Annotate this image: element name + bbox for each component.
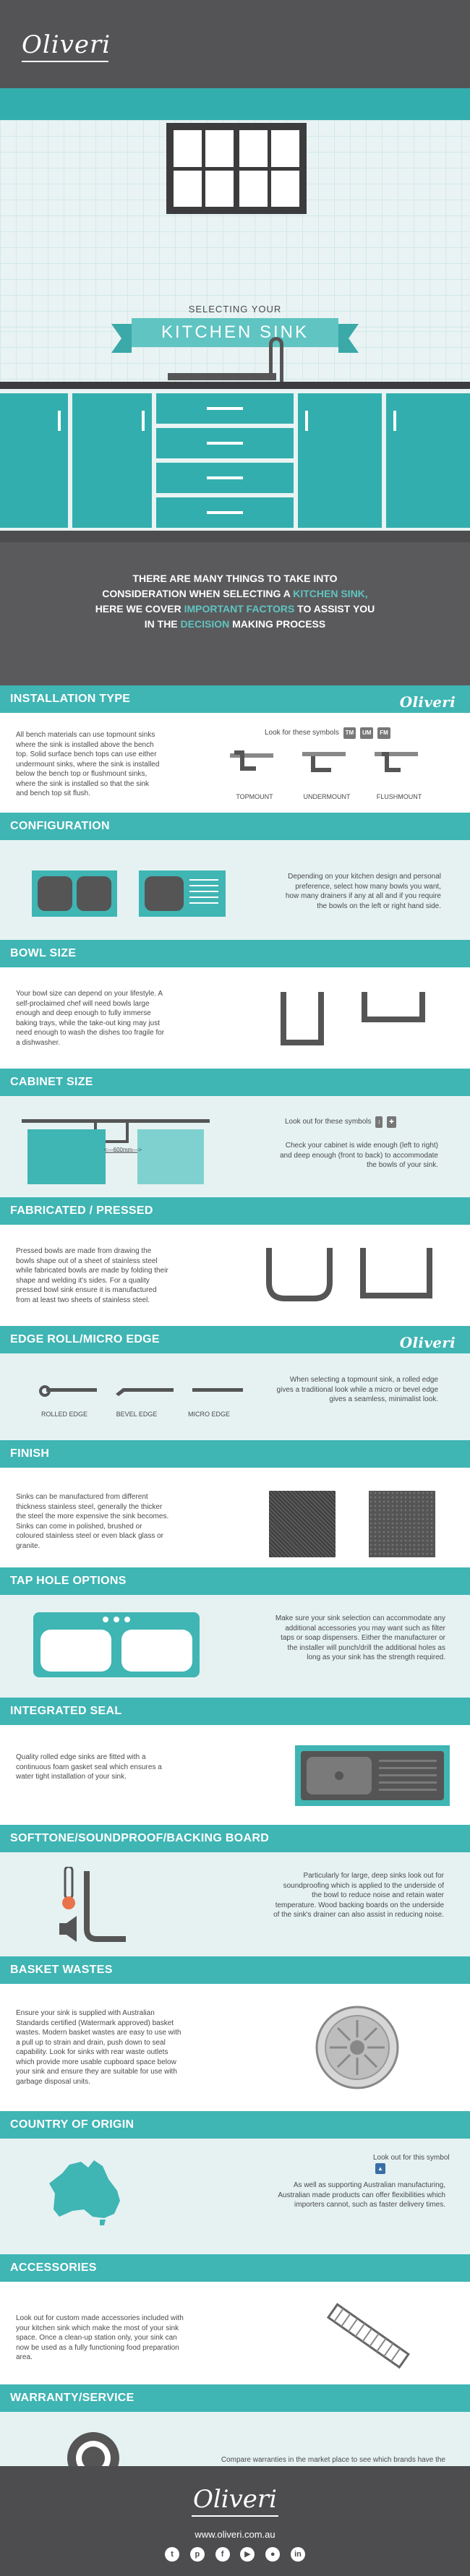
- australian-made-symbol-icon: ▲: [375, 2163, 385, 2175]
- section-tap-hole-options: [0, 1567, 470, 1698]
- youtube-icon[interactable]: ▶: [240, 2547, 255, 2562]
- section-heading: [0, 1698, 470, 1725]
- topmount-label: TOPMOUNT: [236, 793, 273, 800]
- section-edge-roll: [0, 1326, 470, 1440]
- depth-symbol-icon: ✚: [387, 1116, 396, 1128]
- drawer: [156, 428, 294, 458]
- linkedin-icon[interactable]: in: [291, 2547, 305, 2562]
- rolled-edge-icon: [40, 1387, 97, 1395]
- intro-line: THERE ARE MANY THINGS TO TAKE INTO: [132, 573, 338, 584]
- section-title: BOWL SIZE: [10, 947, 77, 959]
- drawer: [156, 393, 294, 424]
- australia-map-icon: [43, 2154, 123, 2227]
- hero-band: [0, 88, 470, 120]
- roll-mat-icon: [318, 2299, 419, 2371]
- undermount-diagram-icon: [302, 752, 346, 772]
- section-heading: [0, 1069, 470, 1096]
- intro-highlight: KITCHEN SINK,: [293, 588, 368, 599]
- basket-text: Ensure your sink is supplied with Australian Standards certified (Watermark approved) basket wastes. Modern basket wastes are easy to use with a pull up to strain and drain, push down to seal capability. Look for sinks with rear waste outlets which provide more usable cupboard space below your sink and ensure they are suitable for use with garbage disposal units.: [16, 2009, 181, 2086]
- section-body: [0, 1468, 470, 1567]
- top-bar: [0, 0, 470, 88]
- twitter-icon[interactable]: t: [165, 2547, 179, 2562]
- section-title: CONFIGURATION: [10, 820, 110, 832]
- sealed-sink-icon: [295, 1745, 450, 1806]
- speaker-icon: [59, 1916, 77, 1942]
- section-body: [0, 967, 470, 1069]
- cabinet-door: [298, 393, 382, 528]
- bowl-size-text: Your bowl size can depend on your lifestyle. A self-proclaimed chef will need bowls large enough and deep enough to fully immerse baking trays, while the take-out king may just need enough to wash the dishes too fragile for a dishwasher.: [16, 990, 165, 1047]
- window-pane-left: [174, 130, 234, 207]
- section-fabricated-pressed: [0, 1197, 470, 1326]
- section-accessories: [0, 2254, 470, 2384]
- symbols-label: Look out for these symbols: [285, 1118, 372, 1126]
- section-heading: [0, 1825, 470, 1852]
- brand-logo[interactable]: Oliveri: [22, 30, 111, 59]
- basket-waste-icon: [314, 2004, 401, 2091]
- thermometer-icon: [62, 1867, 75, 1909]
- footer-logo-underline: [192, 2515, 278, 2517]
- section-heading: [0, 1567, 470, 1595]
- rolled-edge-label: ROLLED EDGE: [40, 1411, 88, 1418]
- section-body: [0, 2282, 470, 2384]
- section-integrated-seal: [0, 1698, 470, 1825]
- seal-text: Quality rolled edge sinks are fitted with a continuous foam gasket seal which ensures a water tight installation of your sink.: [16, 1753, 162, 1781]
- instagram-icon[interactable]: ●: [265, 2547, 280, 2562]
- intro-line: HERE WE COVER: [95, 603, 184, 615]
- section-body: [0, 1852, 470, 1956]
- section-heading: [0, 813, 470, 840]
- window-pane-right: [239, 130, 299, 207]
- section-heading: [0, 1956, 470, 1984]
- micro-edge-label: MICRO EDGE: [187, 1411, 230, 1418]
- symbols-label: Look for these symbols: [265, 729, 339, 737]
- installation-text: All bench materials can use topmount sinks where the sink is installed above the bench top. Solid surface bench tops can use either undermount sinks, where the sink is installed below the bench top or flushmount sinks, where the sink is installed so that the sink and bench top sit flush.: [16, 731, 160, 797]
- section-title: ACCESSORIES: [10, 2262, 97, 2274]
- section-title: FINISH: [10, 1447, 50, 1460]
- finish-text: Sinks can be manufactured from different thickness stainless steel, generally the thicker the steel the more expensive the sink becomes. Sinks can come in polished, brushed or coloured stainless steel or even black glass or granite.: [16, 1493, 169, 1550]
- edge-profiles-icon: [36, 1381, 246, 1403]
- tap-hole-text: Make sure your sink selection can accommodate any additional accessories you may want such as filter taps or soap dispensers. Either the manufacturer or the installer will punch/drill the additional holes as long as your sink has the strength required.: [275, 1614, 445, 1661]
- section-heading: [0, 1197, 470, 1225]
- footer-logo[interactable]: Oliveri: [192, 2485, 278, 2514]
- section-body: [0, 1984, 470, 2111]
- counter-illustration: [0, 322, 470, 389]
- section-heading: [0, 2111, 470, 2139]
- brushed-finish-swatch: [269, 1491, 336, 1557]
- section-heading: [0, 940, 470, 967]
- section-basket-wastes: [0, 1956, 470, 2111]
- drawer: [156, 463, 294, 493]
- origin-text: As well as supporting Australian manufacturing, Australian made products can offer flexibilities which importers cannot, such as faster delivery times.: [278, 2181, 445, 2209]
- section-body: [0, 1725, 470, 1825]
- cabinet-symbols: [285, 1116, 444, 1128]
- pressed-fabricated-bowls-icon: [265, 1248, 438, 1306]
- drawer: [156, 497, 294, 528]
- section-heading: [0, 1326, 470, 1353]
- facebook-icon[interactable]: f: [215, 2547, 230, 2562]
- sink-top-illustration: [168, 373, 276, 380]
- width-symbol-icon: ↕: [375, 1116, 383, 1128]
- window-illustration: [166, 123, 307, 214]
- section-body: [0, 1353, 470, 1440]
- section-configuration: [0, 813, 470, 940]
- intro-highlight: DECISION: [180, 618, 230, 630]
- section-cabinet-size: [0, 1069, 470, 1197]
- section-heading: [0, 1440, 470, 1468]
- mount-diagrams: [230, 748, 454, 784]
- edge-text: When selecting a topmount sink, a rolled edge gives a traditional look while a micro or bevel edge gives a seamless, minimalist look.: [276, 1376, 438, 1403]
- drawer-stack: [156, 393, 294, 528]
- hero-title-ribbon: KITCHEN SINK: [132, 318, 338, 347]
- topmount-symbol: TM: [343, 727, 356, 739]
- section-finish: [0, 1440, 470, 1567]
- section-title: COUNTRY OF ORIGIN: [10, 2118, 134, 2131]
- section-heading: [0, 2254, 470, 2282]
- sink-configuration-icon: [32, 870, 227, 917]
- section-bowl-size: [0, 940, 470, 1069]
- flushmount-symbol: FM: [377, 727, 390, 739]
- bevel-edge-label: BEVEL EDGE: [116, 1411, 158, 1418]
- cabinet-door: [386, 393, 470, 528]
- bench-top: [0, 382, 470, 389]
- website-link[interactable]: www.oliveri.com.au: [195, 2529, 275, 2540]
- fabricated-text: Pressed bowls are made from drawing the bowls shape out of a sheet of stainless steel while fabricated bowls are made by folding their shape and welding it's sides. For a quality pressed bowl sink ensure it is manufactured from at least two sheets of stainless steel.: [16, 1247, 168, 1304]
- micro-edge-icon: [192, 1388, 243, 1392]
- intro-banner: [0, 531, 470, 685]
- installation-symbols: [265, 727, 438, 739]
- section-logo: Oliveri: [399, 1334, 456, 1351]
- section-title: WARRANTY/SERVICE: [10, 2392, 134, 2404]
- intro-line: MAKING PROCESS: [229, 618, 326, 630]
- cabinet-size-text: Check your cabinet is wide enough (left to right) and deep enough (front to back) to accommodate the bowls of your sink.: [279, 1142, 438, 1169]
- section-body: [0, 713, 470, 813]
- section-title: FABRICATED / PRESSED: [10, 1204, 153, 1217]
- symbols-label: Look out for this symbol: [373, 2154, 450, 2162]
- section-title: BASKET WASTES: [10, 1964, 113, 1976]
- undermount-label: UNDERMOUNT: [303, 793, 351, 800]
- intro-line: TO ASSIST YOU: [294, 603, 375, 615]
- cabinet-door: [0, 393, 68, 528]
- section-title: CABINET SIZE: [10, 1076, 93, 1088]
- hero-subtitle: SELECTING YOUR: [188, 304, 282, 314]
- section-title: SOFTTONE/SOUNDPROOF/BACKING BOARD: [10, 1832, 270, 1844]
- section-title: INSTALLATION TYPE: [10, 693, 131, 705]
- section-heading: [0, 685, 470, 713]
- footer: [0, 2466, 470, 2576]
- configuration-text: Depending on your kitchen design and personal preference, select how many bowls you want, how many drainers if any at all and if you require the bowls on the left or right hand side.: [285, 873, 441, 910]
- section-installation-type: [0, 685, 470, 813]
- section-body: [0, 1225, 470, 1326]
- cabinet-illustration: [0, 389, 470, 531]
- soundproof-icon: [55, 1867, 142, 1942]
- intro-line: CONSIDERATION WHEN SELECTING A: [102, 588, 294, 599]
- bowl-depth-icon: [279, 992, 431, 1050]
- section-heading: [0, 2384, 470, 2412]
- flushmount-label: FLUSHMOUNT: [376, 793, 422, 800]
- cabinet-door: [72, 393, 152, 528]
- section-title: EDGE ROLL/MICRO EDGE: [10, 1333, 160, 1345]
- polished-finish-swatch: [369, 1491, 435, 1557]
- intro-highlight: IMPORTANT FACTORS: [184, 603, 295, 615]
- softtone-text: Particularly for large, deep sinks look out for soundproofing which is applied to the underside of the bowl to reduce noise and retain water temperature. Wood backing boards on the underside of the sink's drainer can also assist in reducing noise.: [273, 1872, 444, 1919]
- section-body: [0, 1595, 470, 1698]
- cabinet-dimension: <—600mm—>: [103, 1147, 142, 1153]
- pinterest-icon[interactable]: p: [190, 2547, 205, 2562]
- undermount-symbol: UM: [360, 727, 373, 739]
- section-title: TAP HOLE OPTIONS: [10, 1575, 127, 1587]
- topmount-diagram-icon: [230, 750, 273, 771]
- section-body: [0, 1096, 470, 1197]
- tap-hole-sink-icon: [33, 1612, 200, 1677]
- logo-underline: [22, 61, 108, 62]
- accessories-text: Look out for custom made accessories included with your kitchen sink which make the most of your sink space. Once a clean-up station only, your sink can now be used as a fully functioning food preparation area.: [16, 2314, 184, 2361]
- warranty-text: Compare warranties in the market place to see which brands have the: [221, 2456, 445, 2464]
- social-links: [0, 2547, 470, 2562]
- intro-line: IN THE: [144, 618, 181, 630]
- section-body: [0, 2139, 470, 2254]
- hero-illustration: [0, 88, 470, 331]
- origin-symbol-row: [373, 2153, 453, 2174]
- section-softtone: [0, 1825, 470, 1956]
- flushmount-diagram-icon: [375, 752, 418, 772]
- section-country-of-origin: [0, 2111, 470, 2254]
- section-title: INTEGRATED SEAL: [10, 1705, 122, 1717]
- section-body: [0, 840, 470, 940]
- bevel-edge-icon: [116, 1388, 174, 1396]
- section-logo: Oliveri: [399, 693, 456, 711]
